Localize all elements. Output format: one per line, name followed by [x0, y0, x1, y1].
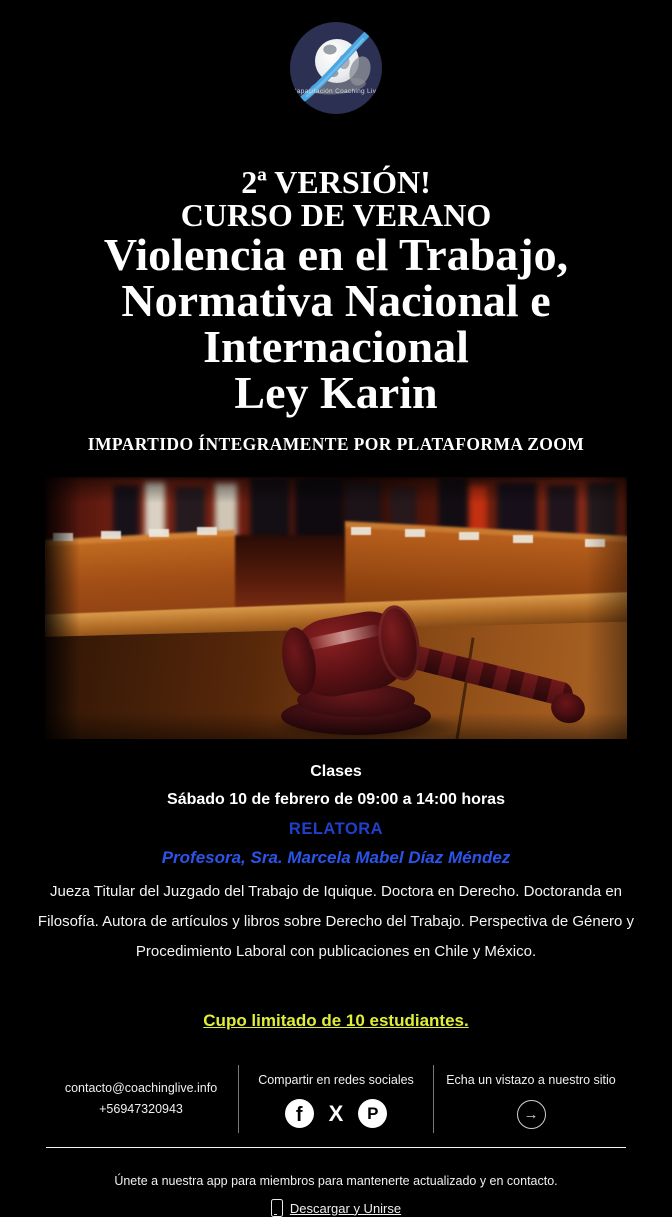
footer-share-column — [238, 1065, 433, 1133]
kicker-heading — [0, 166, 672, 232]
title-line-4: Ley Karin — [234, 367, 438, 418]
x-icon[interactable]: X — [328, 1101, 344, 1126]
footer — [44, 1065, 628, 1133]
pinterest-glyph: P — [367, 1103, 379, 1123]
title-line-1: Violencia en el Trabajo, — [103, 229, 569, 280]
footer-contact-column — [44, 1065, 238, 1133]
phone-icon — [271, 1199, 283, 1217]
share-label: Compartir en redes sociales — [258, 1073, 414, 1087]
professor-bio: Jueza Titular del Juzgado del Trabajo de Iquique. Doctora en Derecho. Doctoranda en Filosofía. Autora de artículos y libros sobre Derecho del Trabajo. Perspectiva de Género y Procedimiento Laboral con publicaciones en Chile y México. — [37, 883, 635, 960]
download-join-link[interactable]: Descargar y Unirse — [289, 1200, 402, 1216]
kicker-line-2: CURSO DE VERANO — [180, 197, 492, 233]
company-logo — [290, 22, 382, 114]
page-title — [0, 229, 672, 418]
facebook-glyph: f — [295, 1103, 303, 1126]
site-label: Echa un vistazo a nuestro sitio — [446, 1072, 616, 1087]
classes-label: Clases — [310, 763, 362, 780]
logo-wrap — [0, 0, 672, 114]
facebook-icon[interactable] — [285, 1099, 314, 1128]
logo-text: Capacitación Coaching Live — [291, 88, 381, 95]
arrow-right-icon[interactable]: → — [517, 1100, 546, 1129]
contact-email[interactable]: contacto@coachinglive.info — [64, 1081, 218, 1095]
title-line-2: Normativa Nacional e — [121, 275, 551, 326]
bottom-divider — [46, 1147, 626, 1148]
contact-phone[interactable]: +56947320943 — [99, 1102, 183, 1116]
footer-site-column — [433, 1065, 628, 1133]
limited-seats-link[interactable]: Cupo limitado de 10 estudiantes. — [203, 1011, 469, 1030]
app-promo-text: Únete a nuestra app para miembros para mantenerte actualizado y en contacto. — [114, 1174, 558, 1188]
photo-vignette — [45, 477, 627, 739]
title-line-3: Internacional — [203, 321, 469, 372]
pinterest-icon[interactable] — [358, 1099, 387, 1128]
subtitle: IMPARTIDO ÍNTEGRAMENTE POR PLATAFORMA ZOOM — [87, 434, 585, 454]
swoosh-icon — [290, 22, 382, 114]
kicker-line-1: 2ª VERSIÓN! — [241, 164, 431, 200]
schedule-text: Sábado 10 de febrero de 09:00 a 14:00 horas — [167, 791, 505, 808]
relatora-label: RELATORA — [288, 820, 384, 838]
courtroom-gavel-image — [45, 477, 627, 739]
professor-name: Profesora, Sra. Marcela Mabel Díaz Méndez — [161, 848, 511, 867]
download-row — [0, 1199, 672, 1217]
social-icons-row — [285, 1099, 388, 1128]
